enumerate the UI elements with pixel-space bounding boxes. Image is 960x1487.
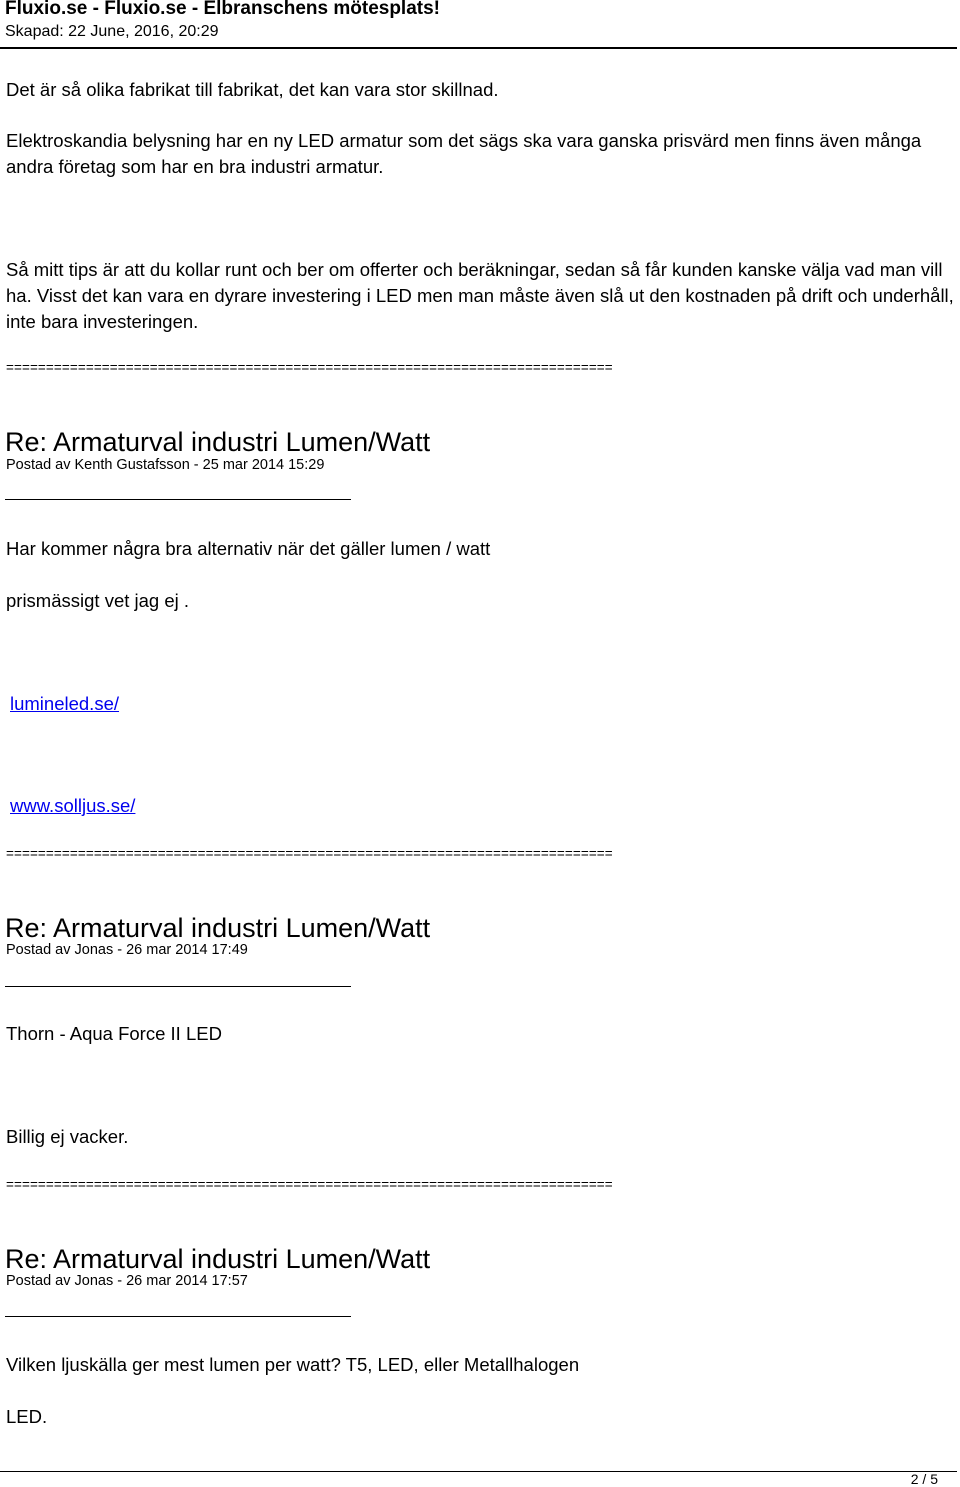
post-title: Re: Armaturval industri Lumen/Watt <box>5 427 431 457</box>
created-date: Skapad: 22 June, 2016, 20:29 <box>5 23 219 40</box>
post-divider <box>5 986 351 987</box>
footer-divider <box>0 1471 957 1472</box>
page-number: 2 / 5 <box>910 1471 938 1487</box>
post-meta: Postad av Jonas - 26 mar 2014 17:49 <box>6 942 248 958</box>
header-divider <box>0 47 957 49</box>
link-lumineled[interactable]: lumineled.se/ <box>10 693 120 714</box>
post-meta: Postad av Jonas - 26 mar 2014 17:57 <box>6 1273 248 1289</box>
separator: ============================================================================ <box>6 846 613 861</box>
post-meta: Postad av Kenth Gustafsson - 25 mar 2014 15:29 <box>6 457 325 473</box>
intro-paragraph-2: Elektroskandia belysning har en ny LED armatur som det sägs ska vara ganska prisvärd men finns även många andra företag som har en bra industri armatur. <box>6 130 922 177</box>
post-title: Re: Armaturval industri Lumen/Watt <box>5 1244 431 1274</box>
post-body-line: Billig ej vacker. <box>6 1126 129 1147</box>
post-body-line: Vilken ljuskälla ger mest lumen per watt? T5, LED, eller Metallhalogen <box>6 1354 580 1375</box>
post-body-line: Har kommer några bra alternativ när det gäller lumen / watt <box>6 538 491 559</box>
intro-paragraph-1: Det är så olika fabrikat till fabrikat, det kan vara stor skillnad. <box>6 79 499 100</box>
link-solljus[interactable]: www.solljus.se/ <box>10 795 136 816</box>
post-divider <box>5 499 351 500</box>
post-body-line: prismässigt vet jag ej . <box>6 590 190 611</box>
page-title: Fluxio.se - Fluxio.se - Elbranschens mötesplats! <box>5 0 440 19</box>
post-divider <box>5 1316 351 1317</box>
separator: ============================================================================ <box>6 360 613 375</box>
post-body-line: LED. <box>6 1406 48 1427</box>
intro-paragraph-3: Så mitt tips är att du kollar runt och ber om offerter och beräkningar, sedan så får kunden kanske välja vad man vill ha. Visst det kan vara en dyrare investering i LED men man måste även slå ut den kostnaden på drift och underhåll, inte bara investeringen. <box>6 259 954 332</box>
post-body-line: Thorn - Aqua Force II LED <box>6 1023 222 1044</box>
post-title: Re: Armaturval industri Lumen/Watt <box>5 913 431 943</box>
separator: ============================================================================ <box>6 1177 613 1192</box>
